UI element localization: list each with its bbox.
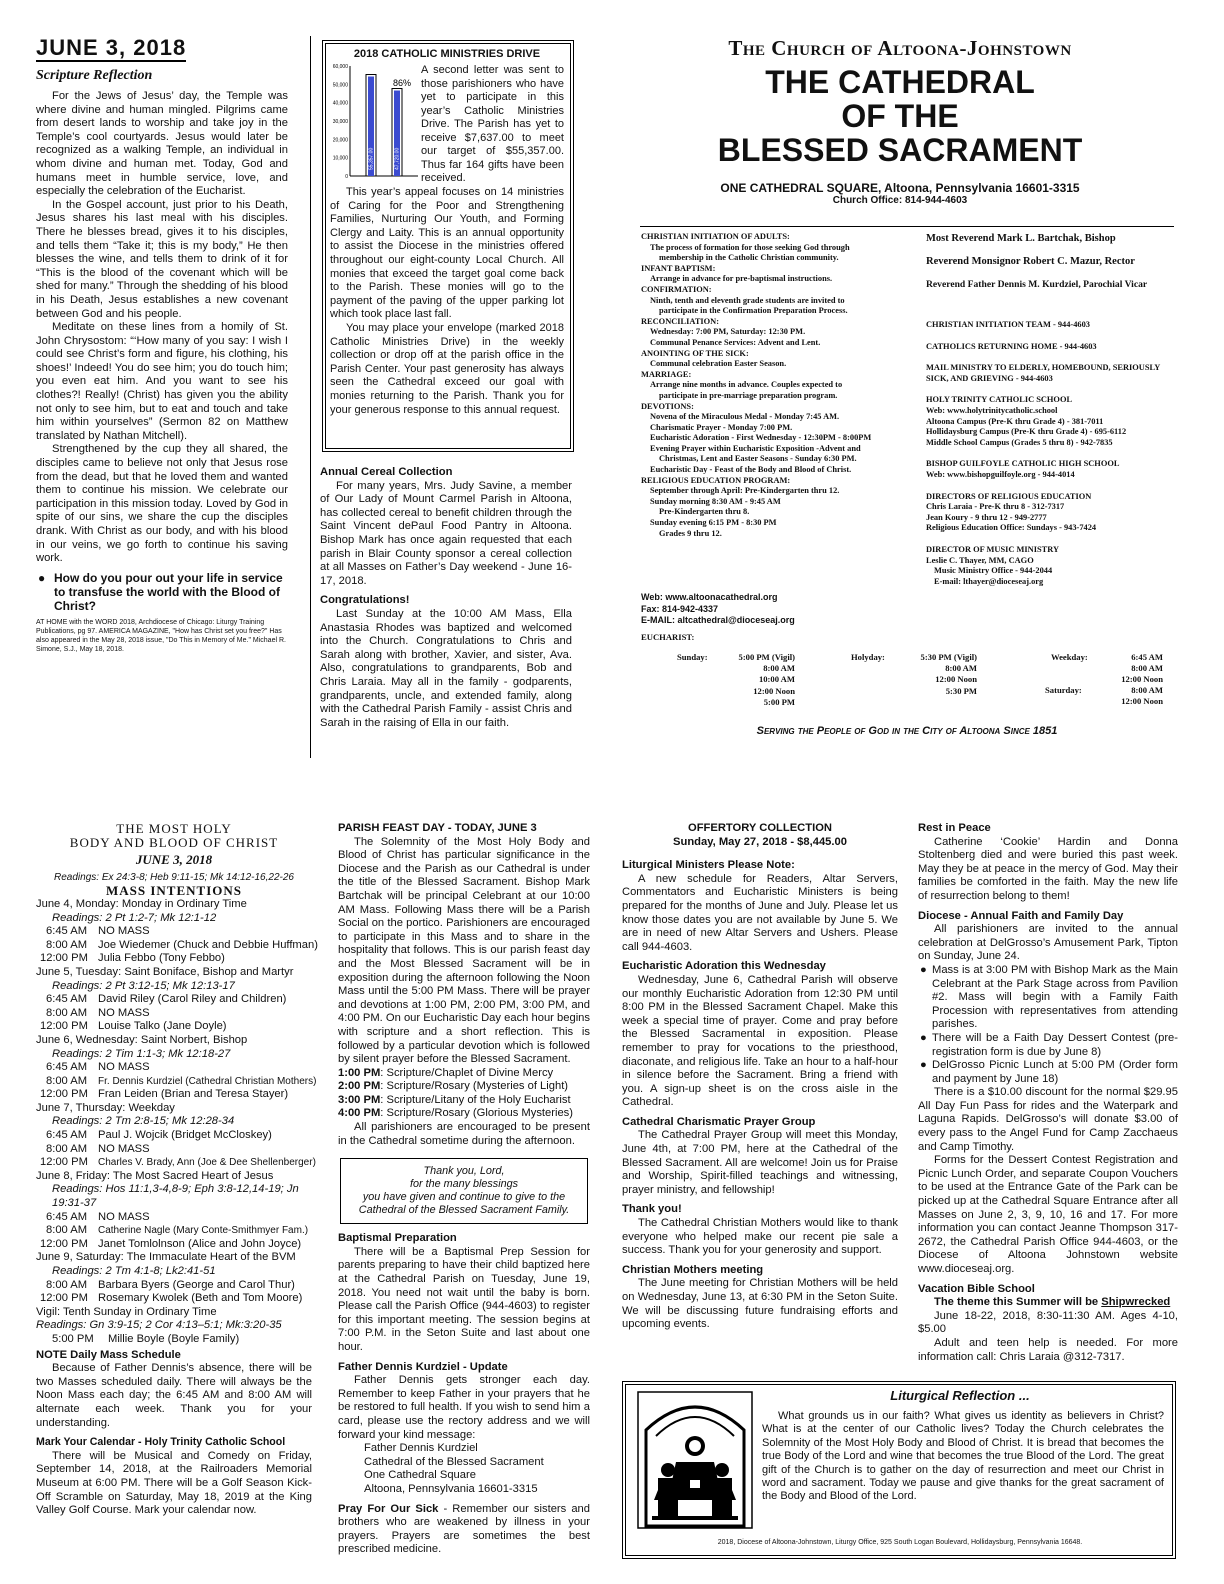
info-line: Evening Prayer within Eucharistic Exposition -Advent and [650, 443, 861, 453]
info-line: Communal celebration Easter Season. [650, 359, 787, 369]
cereal-section [320, 460, 572, 730]
info-line: Novena of the Miraculous Medal - Monday 7:45 AM. [650, 412, 840, 422]
ministry-heading: DIRECTOR OF MUSIC MINISTRY [926, 544, 1060, 554]
info-heading: ANOINTING OF THE SICK: [641, 348, 749, 358]
info-line: participate in the Confirmation Preparation Process. [659, 306, 848, 316]
feast-schedule [338, 1067, 590, 1121]
info-line: Communal Penance Services: Advent and Lent. [650, 337, 821, 347]
intention-time: 6:45 AM [46, 1210, 88, 1223]
bullet-icon: ● [920, 1031, 927, 1044]
ministry-block [926, 342, 1180, 353]
intention-name: Charles V. Brady, Ann (Joe & Dee Shellenberger) [98, 1157, 316, 1169]
intention-day: June 5, Tuesday: Saint Boniface, Bishop and Martyr [36, 965, 294, 978]
mass-time: 12:00 Noon [1121, 696, 1163, 707]
drive-text: A second letter was sent to those parishioners who have yet to participate in this year’s Catholic Ministries Drive. The Parish has yet to receive $7,637.00 to meet our target of $55,357.00. Thus far 164 gifts have been received. [421, 64, 564, 184]
sacraments-info [641, 232, 909, 539]
info-line: Wednesday: 7:00 PM, Saturday: 12:30 PM. [650, 327, 806, 337]
ministry-line: Leslie C. Thayer, MM, CAGO [926, 555, 1034, 565]
ministry-line: Web: www.bishopguilfoyle.org - 944-4014 [926, 469, 1075, 479]
section-heading: Eucharistic Adoration this Wednesday [622, 960, 826, 973]
paragraph: The Cathedral Prayer Group will meet this Monday, June 4th, at 7:00 PM, here at the Cathedral of the Blessed Sacrament. All are welcome! Join us for Praise and Worship, Spirit-filled teachings and witnessing, prayer ministry, and fellowship! [622, 1129, 898, 1196]
paragraph: A new schedule for Readers, Altar Servers, Commentators and Eucharistic Ministers is being prepared for the months of June and July. Please let us know those dates you are not available by June 5. We are in need of new Altar Servers and Ushers. Please call 944-4603. [622, 872, 898, 953]
intention-row [36, 1007, 312, 1021]
clergy-vicar: Reverend Father Dennis M. Kurdziel, Parochial Vicar [926, 279, 1148, 290]
paragraph: Father Dennis gets stronger each day. Remember to keep Father in your prayers that he be restored to full health. If you wish to send him a card, please use the rectory address and we will forward your kind message: [338, 1374, 590, 1441]
feast-schedule-row: 4:00 PM: Scripture/Rosary (Glorious Mysteries) [338, 1107, 573, 1120]
intention-name: NO MASS [98, 925, 150, 938]
intention-name: Louise Talko (Jane Doyle) [98, 1020, 227, 1033]
intention-time: 8:00 AM [46, 1006, 88, 1019]
offertory-amount: Sunday, May 27, 2018 - $8,445.00 [673, 835, 847, 848]
paragraph: Adult and teen help is needed. For more information call: Chris Laraia @312-7317. [918, 1336, 1178, 1363]
info-heading: MARRIAGE: [641, 369, 692, 379]
paragraph: This year’s appeal focuses on 14 ministries of Caring for the Poor and Strengthening Families, Nurturing Our Youth, and Forming Clergy and Laity. This is an annual opportunity to assist the Diocese in the ministries offered throughout our eight-county Local Church. All monies that exceed the target goal come back to the Parish. These monies will go to the payment of the paving of the upper parking lot which took place last fall. [330, 186, 564, 321]
paragraph: For many years, Mrs. Judy Savine, a member of Our Lady of Mount Carmel Parish in Altoona, has collected cereal to benefit children through the Saint Vincent dePaul Food Pantry in Altoona. Bishop Mark has once again requested that each parish in Blair County sponsor a cereal collection at all Masses on Father’s Day weekend - June 16-17, 2018. [320, 479, 572, 587]
intention-name: Fran Leiden (Brian and Teresa Stayer) [98, 1088, 289, 1101]
info-heading: RELIGIOUS EDUCATION PROGRAM: [641, 475, 791, 485]
feast-title-line1: THE MOST HOLY [116, 821, 232, 836]
paragraph: The Solemnity of the Most Holy Body and Blood of Christ has particular significance in the Diocese and the Parish as our Cathedral is under the title of the Blessed Sacrament. Bishop Mark Bartchak will be principal Celebrant at our 10:00 AM Mass. Following Mass there will be a Parish Social on the portico. Parishioners are encouraged to participate in this Mass and to share in the hospitality that follows. This is our parish feast day and the Most Blessed Sacrament will be in exposition during the afternoon following the Noon Mass until the 5:00 PM Mass. There will be prayer and devotions at 1:00 PM, 2:00 PM, 3:00 PM, and 4:00 PM. On our Eucharistic Day each hour begins with scripture and a short reflection. This is followed by a particular devotion which is followed by silent prayer before the Blessed Sacrament. [338, 835, 590, 1066]
bulletin-date: JUNE 3, 2018 [36, 35, 187, 60]
ministry-line: Hollidaysburg Campus (Pre-K thru Grade 4) - 695-6112 [926, 427, 1127, 437]
scripture-column [36, 36, 288, 654]
feast-schedule-row: 3:00 PM: Scripture/Litany of the Holy Eucharist [338, 1093, 571, 1106]
intention-row [36, 993, 312, 1007]
intention-time: 12:00 PM [40, 1292, 88, 1305]
feast-schedule-row: 2:00 PM: Scripture/Rosary (Mysteries of Light) [338, 1080, 569, 1093]
ministry-block [926, 492, 1180, 534]
info-line: participate in pre-marriage preparation program. [659, 390, 838, 400]
clergy-bishop: Most Reverend Mark L. Bartchak, Bishop [926, 233, 1116, 244]
intention-time: 12:00 PM [40, 1088, 88, 1101]
ministry-heading: HOLY TRINITY CATHOLIC SCHOOL [926, 395, 1073, 405]
paragraph: In the Gospel account, just prior to his Death, Jesus shares his last meal with his disciples. There he blesses bread, gives it to his disciples, and tells them “Take it; this is my body,” He then blesses the wine, and tells them to drink of it for “This is the blood of the covenant which will be shed for many.” Through the shedding of his blood in his Death, Jesus establishes a new covenant between God and his people. [36, 198, 288, 320]
church-title-line1: THE CATHEDRAL [765, 64, 1035, 100]
intention-row [36, 1074, 317, 1089]
mass-time: 8:00 AM [763, 663, 795, 674]
intention-time: 8:00 AM [46, 1278, 88, 1291]
intention-time: 8:00 AM [46, 1224, 88, 1237]
intention-day: June 4, Monday: Monday in Ordinary Time [36, 897, 247, 910]
section-heading: Cathedral Charismatic Prayer Group [622, 1115, 816, 1128]
mass-time: 8:00 AM [1131, 663, 1163, 674]
intention-name: NO MASS [98, 1210, 150, 1223]
section-heading: Thank you! [622, 1203, 682, 1216]
contact-info [641, 592, 909, 627]
ministry-block [926, 320, 1180, 331]
mass-intentions-column [36, 821, 318, 1518]
y-tick-label: 40,000 [332, 100, 348, 107]
intention-row: 5:00 PM Millie Boyle (Boyle Family) [52, 1332, 240, 1345]
scripture-reflection-text [36, 90, 288, 654]
intention-name: Rosemary Kwolek (Beth and Tom Moore) [98, 1292, 303, 1305]
ministry-line: Chris Laraia - Pre-K thru 8 - 312-7317 [926, 502, 1065, 512]
section-heading: NOTE Daily Mass Schedule [36, 1348, 181, 1361]
ministry-line: Web: www.holytrinitycatholic.school [926, 405, 1058, 415]
last-supper-illustration [636, 1390, 754, 1530]
ministry-heading: DIRECTORS OF RELIGIOUS EDUCATION [926, 491, 1092, 501]
feast-title-line2: BODY AND BLOOD OF CHRIST [69, 834, 279, 850]
church-address: ONE CATHEDRAL SQUARE, Altoona, Pennsylvania 16601-3315 [720, 181, 1080, 195]
intention-row [36, 1129, 312, 1143]
offertory-title: OFFERTORY COLLECTION [688, 822, 832, 834]
reflection-credit: 2018, Diocese of Altoona-Johnstown, Liturgy Office, 925 South Logan Boulevard, Hollidaysburg, Pennsylvania 16648. [717, 1539, 1083, 1546]
sunday-times [707, 652, 795, 708]
info-heading: DEVOTIONS: [641, 401, 694, 411]
ministry-line: Jean Koury - 9 thru 12 - 949-2777 [926, 512, 1047, 522]
paragraph: All parishioners are encouraged to be present in the Cathedral sometime during the afternoon. [338, 1121, 590, 1147]
info-line: Pre-Kindergarten thru 8. [659, 507, 750, 517]
intention-readings: Readings: Hos 11:1,3-4,8-9; Eph 3:8-12,14-19; Jn 19:31-37 [52, 1183, 299, 1210]
intention-time: 12:00 PM [40, 952, 88, 965]
drive-details [330, 186, 564, 417]
bullet-icon: ● [38, 570, 46, 585]
intention-name: David Riley (Carol Riley and Children) [98, 993, 287, 1006]
paragraph: June 18-22, 2018, 8:30-11:30 AM. Ages 4-10, $5.00 [918, 1309, 1178, 1336]
info-line: Eucharistic Adoration - First Wednesday - 12:30PM - 8:00PM [650, 433, 872, 443]
section-heading: Liturgical Ministers Please Note: [622, 859, 795, 872]
ministry-heading: MAIL MINISTRY TO ELDERLY, HOMEBOUND, SERIOUSLY SICK, AND GRIEVING - 944-4603 [926, 363, 1161, 383]
intention-time: 8:00 AM [46, 1074, 88, 1087]
intention-name: Barbara Byers (George and Carol Thur) [98, 1278, 295, 1291]
intention-time: 6:45 AM [46, 1061, 88, 1074]
website-link[interactable]: Web: www.altoonacathedral.org [641, 592, 778, 602]
church-office-phone: Church Office: 814-944-4603 [832, 195, 968, 206]
paragraph: There will be a Baptismal Prep Session for parents preparing to have their child baptized here at the Cathedral Parish on Tuesday, June 19, 2018. You need not wait until the baby is born. Please call the Parish Office (944-4603) to register for this important meeting. The session begins at 7:00 P.M. in the Seton Suite and last about one hour. [338, 1245, 590, 1353]
intention-row [36, 952, 312, 966]
email-link[interactable]: E-MAIL: altcathedral@dioceseaj.org [641, 615, 795, 625]
paragraph: Last Sunday at the 10:00 AM Mass, Ella Anastasia Rhodes was baptized and welcomed into the Church. Congratulations to Chris and Sarah along with brother, Xavier, and sister, Ava. Also, congratulations to grandparents, Bob and Chris Laraia. May all in the family - godparents, grandparents, uncle, and extended family, along with the Cathedral Parish Family - assist Chris and Sarah in the raising of Ella in our faith. [320, 607, 572, 729]
mass-time: 5:30 PM [945, 685, 977, 696]
mass-time: 12:00 Noon [1121, 674, 1163, 685]
mass-time: 10:00 AM [758, 674, 795, 685]
ministry-block [926, 459, 1180, 480]
rest-in-peace-column [918, 822, 1178, 1364]
intention-time: 8:00 AM [46, 1142, 88, 1155]
paragraph: For the Jews of Jesus’ day, the Temple was where divine and human mingled. Pilgrims came from desert lands to worship and take joy in the Temple’s cool courtyards. Jesus would later be recognized as a walking Temple, an individual in whom divine and human met. Today, God and humans meet in humble service, love, and especially the celebration of the Eucharist. [36, 90, 288, 198]
intention-row [36, 1211, 312, 1225]
info-line: Christmas, Lent and Easter Seasons - Sunday 6:30 PM. [659, 454, 857, 464]
clergy-list [926, 232, 1176, 291]
mass-schedule [641, 632, 1181, 707]
y-tick-label: 50,000 [332, 82, 348, 89]
picnic-bullet: ● Mass is at 3:00 PM with Bishop Mark as the Main Celebrant at the Park Stage across from Pavilion #2. Mass will begin with a Family Faith Procession with representatives from attending parishes. [920, 963, 1178, 1031]
paragraph: There will be Musical and Comedy on Friday, September 14, 2018, at the Railroaders Memorial Museum at 6:00 PM. There will be a Golf Season Kick-Off Scramble on Saturday, May 18, 2019 at the King Valley Golf Course. Mark your calendar now. [36, 1449, 312, 1517]
church-title-line2: OF THE [841, 98, 959, 134]
section-heading: Mark Your Calendar - Holy Trinity Catholic School [36, 1436, 286, 1449]
intention-name: NO MASS [98, 1006, 150, 1019]
bullet-icon: ● [920, 963, 927, 976]
reflection-question: ● How do you pour out your life in service to transfuse the world with the Blood of Christ? [38, 570, 283, 613]
info-line: The process of formation for those seeking God through [650, 242, 850, 252]
y-tick-label: 20,000 [332, 137, 348, 144]
ministries-info [926, 320, 1180, 598]
column-divider [310, 36, 311, 758]
info-line: Eucharistic Day - Feast of the Body and Blood of Christ. [650, 465, 852, 475]
section-title: Scripture Reflection [36, 68, 153, 83]
intention-time: 8:00 AM [46, 938, 88, 951]
ministry-heading: BISHOP GUILFOYLE CATHOLIC HIGH SCHOOL [926, 459, 1120, 469]
ministry-line: Religious Education Office: Sundays - 943-7424 [926, 523, 1097, 533]
intention-row [36, 1061, 312, 1075]
mass-time: 8:00 AM [945, 663, 977, 674]
info-line: membership in the Catholic Christian community. [659, 253, 839, 263]
info-heading: INFANT BAPTISM: [641, 263, 716, 273]
vigil-readings: Readings: Gn 3:9-15; 2 Cor 4:13–5:1; Mk:3:20-35 [36, 1319, 282, 1332]
church-title-line3: BLESSED SACRAMENT [717, 132, 1083, 168]
mass-time: 6:45 AM [1131, 652, 1163, 662]
holyday-label: Holyday: [851, 652, 885, 662]
drive-title: 2018 CATHOLIC MINISTRIES DRIVE [353, 48, 541, 60]
feast-readings: Readings: Ex 24:3-8; Heb 9:11-15; Mk 14:12-16,22-26 [54, 871, 294, 883]
info-line: Arrange nine months in advance. Couples expected to [650, 380, 843, 390]
paragraph: You may place your envelope (marked 2018 Catholic Ministries Drive) in the weekly collection or drop off at the parish office in the Parish Center. Your past generosity has always seen the Cathedral exceed our goal with monies returning to the Parish. Thank you for your generous response to this annual request. [330, 321, 564, 416]
intention-row [36, 1143, 312, 1157]
mass-time: 5:00 PM [763, 696, 795, 707]
picnic-bullet: ● There will be a Faith Day Dessert Contest (pre-registration form is due by June 8) [920, 1031, 1178, 1058]
mass-time: 12:00 Noon [935, 674, 977, 685]
ministry-block [926, 395, 1180, 448]
mass-time: 8:00 AM [1131, 685, 1163, 695]
ministry-heading: CATHOLICS RETURNING HOME - 944-4603 [926, 341, 1097, 351]
picnic-bullet: ● DelGrosso Picnic Lunch at 5:00 PM (Order form and payment by June 18) [920, 1059, 1178, 1085]
ministry-line: Middle School Campus (Grades 5 thru 8) - 942-7835 [926, 437, 1113, 447]
info-heading: RECONCILIATION: [641, 316, 720, 326]
offertory-column [622, 822, 898, 1332]
section-heading: Annual Cereal Collection [320, 466, 453, 478]
info-line: Ninth, tenth and eleventh grade students are invited to [650, 295, 845, 305]
percent-annotation: 86% [392, 78, 412, 88]
fax-number: Fax: 814-942-4337 [641, 603, 719, 614]
intention-name: Janet Tomlolnson (Alice and John Joyce) [98, 1237, 302, 1250]
y-tick-label: 30,000 [332, 119, 348, 125]
ministry-line: E-mail: lthayer@dioceseaj.org [934, 576, 1044, 586]
y-tick-label: 10,000 [332, 155, 348, 162]
section-heading: Congratulations! [320, 594, 410, 607]
info-heading: CHRISTIAN INITIATION OF ADULTS: [641, 232, 790, 241]
vbs-theme: The theme this Summer will be Shipwrecked [934, 1296, 1171, 1309]
intention-name: Julia Febbo (Tony Febbo) [98, 952, 225, 965]
diocese-name: The Church of Altoona-Johnstown [728, 36, 1072, 60]
intentions-list [36, 897, 318, 1306]
intention-time: 12:00 PM [40, 1237, 88, 1250]
paragraph: Forms for the Dessert Contest Registration and Picnic Lunch Order, and separate Coupon Vouchers to be used at the Entrance Gate of the Park can be picked up at the Cathedral Square Entrance after all Masses on June 2, 3, 9, 10, 16 and 17. For more information you can contact Jeanne Thompson 317-2672, the Cathedral Parish Office 944-4603, or the Diocese of Altoona Johnstown website www.dioceseaj.org. [918, 1154, 1178, 1275]
intention-name: NO MASS [98, 1061, 150, 1074]
clergy-rector: Reverend Monsignor Robert C. Mazur, Rector [926, 256, 1135, 267]
intention-readings: Readings: 2 Pt 1:2-7; Mk 12:1-12 [52, 911, 217, 924]
reflection-title: Liturgical Reflection ... [890, 1388, 1030, 1403]
paragraph: Meditate on these lines from a homily of St. John Chrysostom: “‘How many of you say: I wish I could see Christ’s form and figure, his clothing, his shoes!’ Indeed! You do see him; you do touch him; you even eat him. And you want to see his clothes?! Really! (Christ) has given you the ability not only to see him, but to eat and touch and take him within yourselves” (Sermon 82 on Matthew translated by Nathan Mitchell). [36, 321, 288, 442]
section-heading: Baptismal Preparation [338, 1232, 457, 1245]
paragraph: Wednesday, June 6, Cathedral Parish will observe our monthly Eucharistic Adoration from 12:30 PM until 8:00 PM in the Blessed Sacrament Chapel. Make this week a special time of prayer. Come and pray before the Blessed Sacramental in exposition. Please remember to pray for vocations to the priesthood, diaconate, and religious life. Take an hour to a half-hour in silence before the Sacrament. Bring a friend with you. A sign-up sheet is on the cross aisle in the Cathedral. [622, 973, 898, 1109]
saturday-times [1097, 685, 1163, 707]
feast-schedule-row: 1:00 PM: Scripture/Chaplet of Divine Mercy [338, 1066, 554, 1079]
intention-row [36, 1292, 312, 1306]
intention-row [36, 938, 318, 953]
mass-time: 12:00 Noon [753, 685, 795, 696]
y-tick-label: 60,000 [332, 64, 348, 70]
eucharist-label: EUCHARIST: [641, 632, 695, 642]
y-tick-label: 0 [345, 174, 348, 180]
section-heading: Father Dennis Kurdziel - Update [338, 1360, 508, 1373]
section-heading: PARISH FEAST DAY - TODAY, JUNE 3 [338, 822, 537, 834]
ministry-block [926, 545, 1180, 587]
masthead [610, 36, 1190, 206]
intention-readings: Readings: 2 Pt 3:12-15; Mk 12:13-17 [52, 979, 235, 992]
intention-row [36, 1279, 312, 1293]
intention-name: Catherine Nagle (Mary Conte-Smithmyer Fam.) [98, 1225, 309, 1237]
feast-date: JUNE 3, 2018 [135, 852, 213, 868]
section-heading: Rest in Peace [918, 822, 991, 834]
intention-time: 12:00 PM [40, 1020, 88, 1033]
intention-time: 12:00 PM [40, 1156, 88, 1169]
intention-time: 6:45 AM [46, 993, 88, 1006]
masthead-rule [640, 226, 1174, 227]
holyday-times [887, 652, 977, 697]
paragraph: Strengthened by the cup they all shared, the disciples came to believe not only that Jesus rose from the dead, but that he loved them and wanted them to continue his mission. We celebrate our participation in this mission today. Loved by God in spite of our sins, we share the cup the disciples drank. With Christ as our body, and with his blood in our veins, we go forth to continue his saving work. [36, 443, 288, 565]
paragraph: There is a $10.00 discount for the normal $29.95 All Day Fun Pass for rides and the Waterpark and Laguna Rapids. DelGrosso’s will donate $3.00 of every pass to the Angel Fund for Camp Zacchaeus and Camp Timothy. [918, 1086, 1178, 1153]
serving-tagline: Serving the People of God in the City of Altoona Since 1851 [756, 725, 1058, 737]
section-heading: Christian Mothers meeting [622, 1263, 764, 1276]
paragraph: All parishioners are invited to the annual celebration at DelGrosso’s Amusement Park, Tipton on Sunday, June 24. [918, 923, 1178, 963]
paragraph: What grounds us in our faith? What gives us identity as believers in Christ? What is at the center of our Catholic lives? Today the Church celebrates the Solemnity of the Most Holy Body and Blood of Christ. It is bread that becomes the true Body of the Lord and wine that becomes the true Blood of the Lord. The great gift of the Church is to gather on the day of resurrection and meet our Christ in word and sacrament. Today we pause and give thanks for the great sacrament of the Body and Blood of the Lord. [762, 1410, 1164, 1503]
intention-day: June 9, Saturday: The Immaculate Heart of the BVM [36, 1251, 296, 1264]
saturday-label: Saturday: [1045, 685, 1082, 695]
intention-day: June 7, Thursday: Weekday [36, 1101, 175, 1114]
weekday-times [1097, 652, 1163, 686]
intention-name: Fr. Dennis Kurdziel (Cathedral Christian Mothers) [98, 1075, 317, 1087]
intention-day: June 8, Friday: The Most Sacred Heart of Jesus [36, 1169, 274, 1182]
weekday-label: Weekday: [1051, 652, 1088, 662]
intention-time: 6:45 AM [46, 925, 88, 938]
info-heading: CONFIRMATION: [641, 284, 712, 294]
intention-readings: Readings: 2 Tm 2:8-15; Mk 12:28-34 [52, 1115, 235, 1128]
paragraph: The Cathedral Christian Mothers would like to thank everyone who helped make our recent pie sale a success. Thank you for your generosity and support. [622, 1217, 898, 1257]
info-line: Arrange in advance for pre-baptismal instructions. [650, 274, 833, 284]
kurdziel-address: Father Dennis Kurdziel Cathedral of the Blessed Sacrament One Cathedral Square Altoona, Pennsylvania 16601-3315 [364, 1442, 544, 1495]
mass-time: 5:30 PM (Vigil) [920, 652, 977, 662]
intention-readings: Readings: 2 Tim 1:1-3; Mk 12:18-27 [52, 1047, 231, 1060]
intention-name: Paul J. Wojcik (Bridget McCloskey) [98, 1129, 272, 1142]
intention-readings: Readings: 2 Tm 4:1-8; Lk2:41-51 [52, 1265, 216, 1277]
intention-name: Joe Wiedemer (Chuck and Debbie Huffman) [98, 938, 318, 951]
ministry-line: Altoona Campus (Pre-K thru Grade 4) - 381-7011 [926, 416, 1104, 426]
intention-row [36, 1224, 312, 1238]
section-heading: Vacation Bible School [918, 1282, 1035, 1295]
info-line: Sunday evening 6:15 PM - 8:30 PM [650, 518, 777, 528]
intention-row [36, 1156, 316, 1170]
info-line: Charismatic Prayer - Monday 7:00 PM. [650, 422, 793, 432]
paragraph: Because of Father Dennis’s absence, there will be two Masses scheduled daily. There will always be the Noon Mass each day; the 6:45 AM and 8:00 AM will alternate each week. Thank you for your understanding. [36, 1362, 312, 1429]
mass-intentions-title: MASS INTENTIONS [105, 883, 242, 899]
bar-value-label: 47,720.00 [394, 147, 401, 170]
intention-row [36, 1020, 312, 1034]
ministry-heading: CHRISTIAN INITIATION TEAM - 944-4603 [926, 320, 1090, 329]
section-heading: Diocese - Annual Faith and Family Day [918, 909, 1124, 922]
thanksgiving-box: Thank you, Lord, for the many blessings you have given and continue to give to the Cathedral of the Blessed Sacrament Family. [340, 1158, 588, 1224]
info-line: September through April: Pre-Kindergarten thru 12. [650, 486, 840, 496]
paragraph: Catherine ‘Cookie’ Hardin and Donna Stoltenberg died and were buried this past week. May they be at peace in the mercy of God. May their families be comforted in the faith. May the new life of resurrection belong to them! [918, 835, 1178, 902]
intention-day: June 6, Wednesday: Saint Norbert, Bishop [36, 1033, 248, 1046]
intention-row [36, 925, 312, 939]
intention-name: NO MASS [98, 1142, 150, 1155]
citation: AT HOME with the WORD 2018, Archdiocese of Chicago: Liturgy Training Publications, pg 97. AMERICA MAGAZINE, "How has Christ set you free?" Has also appeared in the May 28, 2018 issue, "Do This in Memory of Me." Michael R. Simone, S.J., May 18, 2018. [36, 618, 286, 653]
bar-value-label: 55,357.00 [368, 147, 375, 170]
sick-prayer-paragraph: Pray For Our Sick - Remember our sisters and brothers who are weakened by illness in your prayers. Prayers are sometimes the best prescribed medicine. [338, 1502, 590, 1556]
intention-row [36, 1088, 312, 1102]
mass-time: 5:00 PM (Vigil) [738, 652, 795, 662]
info-line: Grades 9 thru 12. [659, 528, 722, 538]
ministry-line: Music Ministry Office - 944-2044 [934, 566, 1053, 576]
sunday-label: Sunday: [677, 652, 708, 662]
intention-row [36, 1238, 312, 1252]
feast-day-column [338, 822, 590, 1557]
vigil-line: Vigil: Tenth Sunday in Ordinary Time [36, 1305, 217, 1318]
drive-chart [330, 62, 420, 182]
bullet-icon: ● [920, 1059, 927, 1072]
paragraph: The June meeting for Christian Mothers will be held on Wednesday, June 13, at 6:30 PM in the Seton Suite. We will be discussing future fundraising efforts and upcoming events. [622, 1277, 898, 1331]
reflection-text [762, 1410, 1164, 1504]
info-line: Sunday morning 8:30 AM - 9:45 AM [650, 496, 781, 506]
ministry-block [926, 363, 1180, 384]
intention-time: 6:45 AM [46, 1129, 88, 1142]
